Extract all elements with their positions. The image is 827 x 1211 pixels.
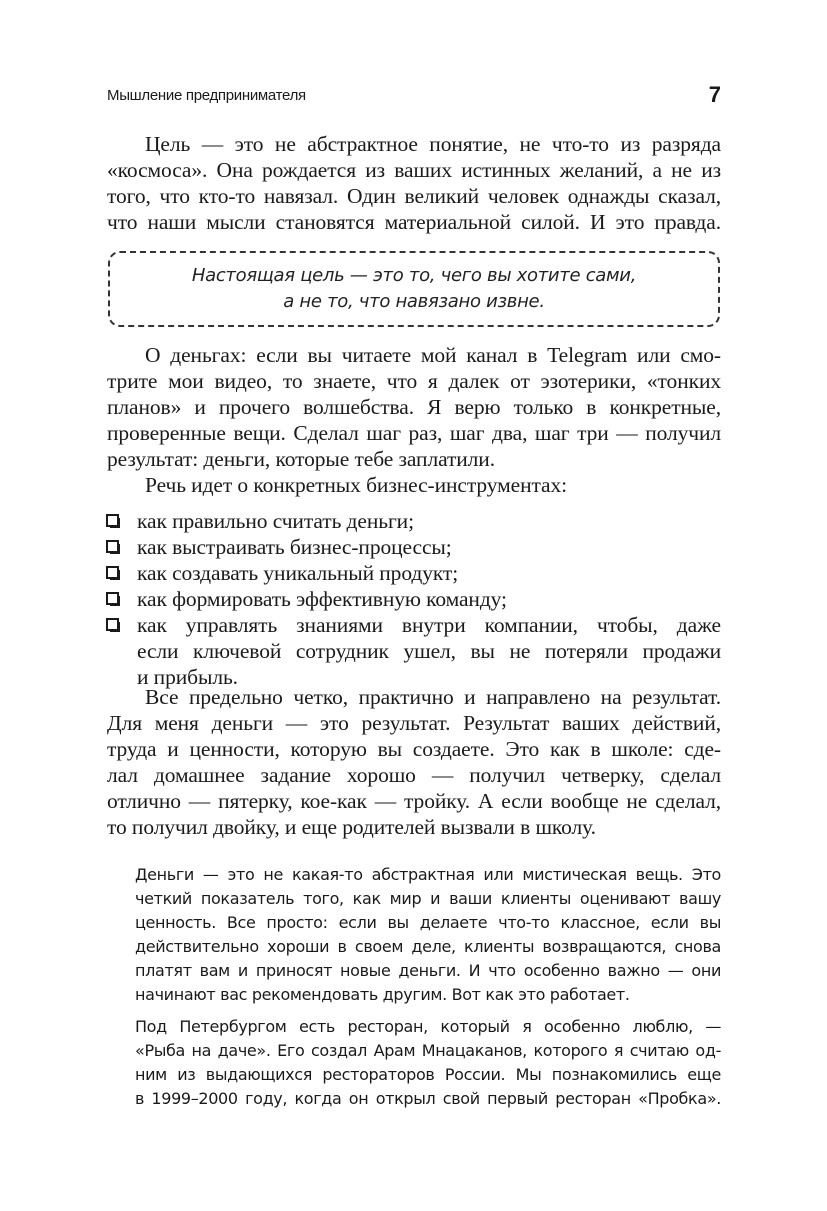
- checklist-item: [103, 612, 721, 690]
- text-line: «космоса». Она рождается из ваших истинных желаний, а не из: [107, 158, 721, 182]
- text-line: Цель — это не абстрактное понятие, не что-то из разряда: [145, 132, 721, 156]
- checklist-text: и прибыль.: [137, 665, 238, 689]
- checklist-item: [103, 508, 721, 534]
- text-line: что наши мысли становятся материальной силой. И это правда.: [107, 210, 721, 234]
- paragraph-goal: [107, 131, 721, 235]
- insert-money-block: [135, 863, 721, 1007]
- paragraph-tools-intro: [107, 472, 721, 498]
- text-line: планов» и прочего волшебства. Я верю только в конкретные,: [107, 395, 721, 419]
- checklist-item: [103, 560, 721, 586]
- checklist: [103, 508, 721, 690]
- text-line: четкий показатель того, как мир и ваши клиенты оценивают вашу: [135, 889, 721, 908]
- paragraph-money: [107, 342, 721, 472]
- text-line: ценность. Все просто: если вы делаете что-то классное, если вы: [135, 913, 721, 932]
- text-line: действительно хороши в своем деле, клиенты возвращаются, снова: [135, 937, 721, 956]
- text-line: отлично — пятерку, кое-как — тройку. А если вообще не сделал,: [107, 789, 721, 813]
- text-line: Под Петербургом есть ресторан, который я особенно люблю, —: [135, 1017, 721, 1036]
- callout-box: [108, 251, 720, 327]
- callout-line: Настоящая цель — это то, чего вы хотите сами,: [191, 265, 637, 286]
- checklist-text: как создавать уникальный продукт;: [137, 561, 459, 585]
- text-line: начинают вас рекомендовать другим. Вот как это работает.: [135, 985, 630, 1004]
- text-line: лал домашнее задание хорошо — получил четверку, сделал: [107, 763, 721, 787]
- checklist-item: [103, 586, 721, 612]
- text-line: ним из выдающихся рестораторов России. Мы познакомились еще: [135, 1065, 721, 1084]
- checkbox-icon: [106, 592, 119, 605]
- text-line: «Рыба на даче». Его создал Арам Мнацаканов, которого я считаю од-: [135, 1041, 721, 1060]
- text-line: Деньги — это не какая-то абстрактная или мистическая вещь. Это: [135, 865, 721, 884]
- text-line: то получил двойку, и еще родителей вызвали в школу.: [107, 815, 596, 839]
- text-line: в 1999–2000 году, когда он открыл свой первый ресторан «Пробка».: [135, 1089, 721, 1108]
- page-number: 7: [708, 82, 721, 107]
- checklist-item: [103, 534, 721, 560]
- checkbox-icon: [106, 566, 119, 579]
- text-line: того, что кто-то навязал. Один великий человек однажды сказал,: [107, 184, 721, 208]
- text-line: Все предельно четко, практично и направлено на результат.: [145, 685, 721, 709]
- checkbox-icon: [106, 514, 119, 527]
- checklist-text: как управлять знаниями внутри компании, чтобы, даже: [137, 613, 721, 637]
- checklist-text: как правильно считать деньги;: [137, 509, 414, 533]
- text-line: Для меня деньги — это результат. Результат ваших действий,: [107, 711, 721, 735]
- running-head: [107, 84, 721, 110]
- text-line: Речь идет о конкретных бизнес-инструментах:: [145, 473, 568, 497]
- insert-restaurant-block: [135, 1015, 721, 1111]
- text-line: платят вам и приносят новые деньги. И что особенно важно — они: [135, 961, 721, 980]
- checklist-text: как формировать эффективную команду;: [137, 587, 507, 611]
- text-line: результат: деньги, которые тебе заплатили.: [107, 447, 495, 471]
- checklist-text: как выстраивать бизнес-процессы;: [137, 535, 452, 559]
- callout-line: а не то, что навязано извне.: [283, 291, 545, 312]
- text-line: О деньгах: если вы читаете мой канал в Telegram или смо-: [145, 343, 721, 367]
- callout-text: [110, 263, 718, 315]
- text-line: трите мои видео, то знаете, что я далек от эзотерики, «тонких: [107, 369, 721, 393]
- checkbox-icon: [106, 618, 119, 631]
- paragraph-result: [107, 684, 721, 840]
- running-title: Мышление предпринимателя: [107, 87, 306, 104]
- text-line: труда и ценности, которую вы создаете. Это как в школе: сде-: [107, 737, 721, 761]
- text-line: проверенные вещи. Сделал шаг раз, шаг два, шаг три — получил: [107, 421, 721, 445]
- checklist-text: если ключевой сотрудник ушел, вы не потеряли продажи: [137, 639, 721, 663]
- checkbox-icon: [106, 540, 119, 553]
